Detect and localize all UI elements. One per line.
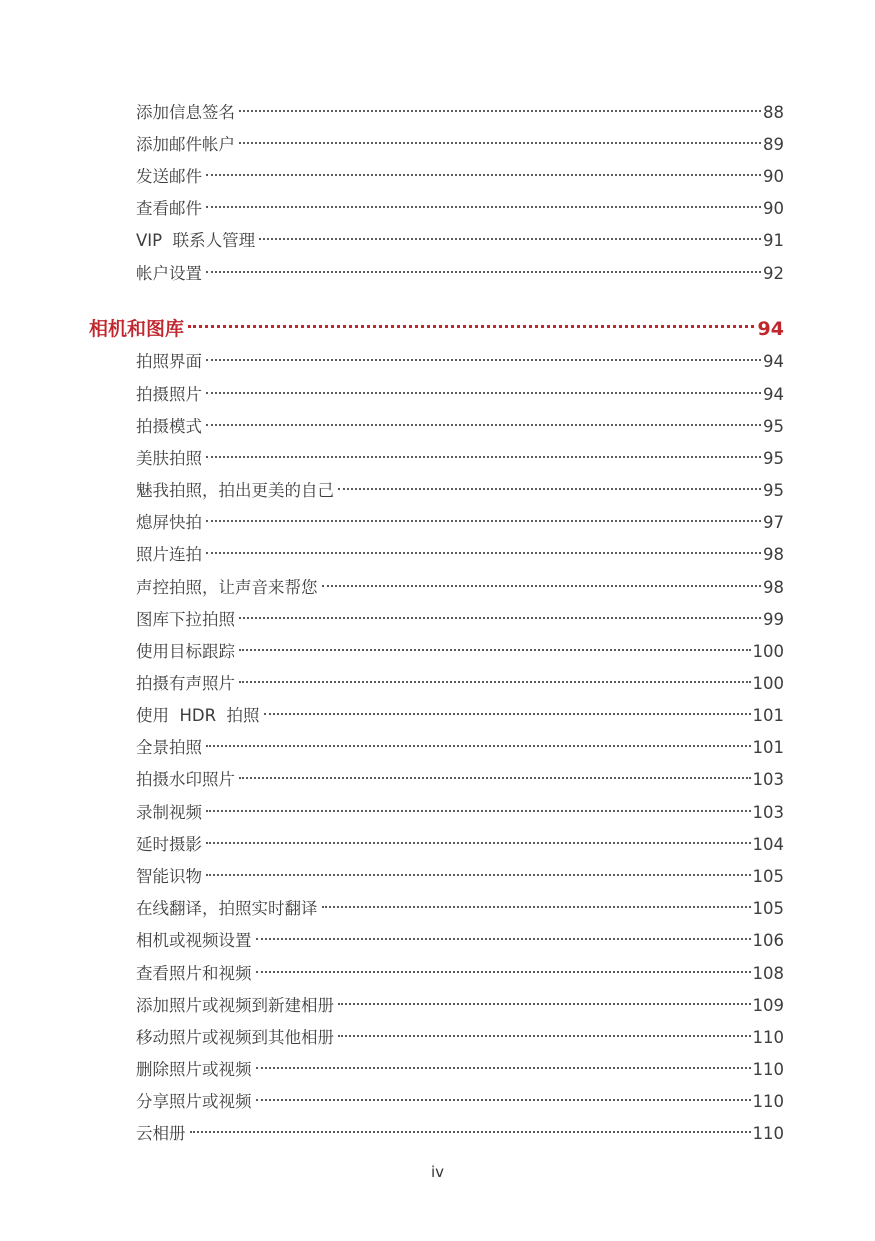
toc-entry-label: 拍摄照片: [136, 385, 202, 404]
leader-dots: [206, 536, 761, 560]
toc-entry-page: 88: [763, 103, 784, 122]
leader-dots: [206, 440, 761, 464]
toc-entry-label: 魅我拍照，拍出更美的自己: [136, 481, 334, 500]
leader-dots: [338, 987, 751, 1011]
toc-entry-page: 94: [763, 352, 784, 371]
toc-entry-label: 拍摄模式: [136, 417, 202, 436]
leader-dots: [206, 158, 761, 182]
toc-entry[interactable]: [136, 1115, 784, 1143]
toc-entry-page: 110: [752, 1060, 784, 1079]
toc-entry[interactable]: [136, 504, 784, 532]
toc-entry-page: 103: [752, 803, 784, 822]
toc-entry[interactable]: [136, 408, 784, 436]
toc-entry-label: 智能识物: [136, 867, 202, 886]
leader-dots: [256, 922, 751, 946]
toc-entry[interactable]: [136, 1019, 784, 1047]
toc-entry-page: 104: [752, 835, 784, 854]
toc-entry-page: 101: [752, 738, 784, 757]
leader-dots: [256, 1083, 751, 1107]
leader-dots: [338, 472, 761, 496]
leader-dots: [338, 1019, 751, 1043]
leader-dots: [239, 665, 751, 689]
toc-entry[interactable]: [136, 94, 784, 122]
toc-entry[interactable]: [136, 222, 784, 250]
leader-dots: [190, 1115, 751, 1139]
leader-dots: [259, 222, 761, 246]
toc-entry[interactable]: [136, 343, 784, 371]
toc-entry-label: 拍摄水印照片: [136, 770, 235, 789]
toc-entry-label: 拍照界面: [136, 352, 202, 371]
toc-entry[interactable]: [136, 826, 784, 854]
toc-entry-label: VIP 联系人管理: [136, 231, 256, 250]
toc-entry[interactable]: [136, 126, 784, 154]
leader-dots: [256, 955, 751, 979]
toc-entry-label: 添加信息签名: [136, 103, 235, 122]
toc-entry-page: 90: [763, 199, 784, 218]
toc-entry-page: 99: [763, 610, 784, 629]
toc-entry[interactable]: [136, 601, 784, 629]
toc-entry-page: 103: [752, 770, 784, 789]
leader-dots: [239, 126, 761, 150]
toc-entry-label: 删除照片或视频: [136, 1060, 252, 1079]
toc-entry-label: 添加邮件帐户: [136, 135, 235, 154]
toc-entry-label: 查看邮件: [136, 199, 202, 218]
leader-dots: [206, 408, 761, 432]
toc-entry[interactable]: [136, 955, 784, 983]
toc-entry-label: 在线翻译，拍照实时翻译: [136, 899, 318, 918]
toc-entry[interactable]: [136, 190, 784, 218]
toc-entry[interactable]: [136, 922, 784, 950]
toc-entry[interactable]: [136, 255, 784, 283]
leader-dots: [206, 858, 751, 882]
toc-entry[interactable]: [136, 761, 784, 789]
leader-dots: [322, 890, 751, 914]
toc-entry[interactable]: [136, 858, 784, 886]
chapter-title: 相机和图库: [89, 318, 185, 340]
chapter-leader-dots: [188, 307, 754, 335]
leader-dots: [256, 1051, 751, 1075]
toc-entry-page: 90: [763, 167, 784, 186]
toc-entry-page: 95: [763, 417, 784, 436]
toc-entry-label: 照片连拍: [136, 545, 202, 564]
toc-entry-page: 97: [763, 513, 784, 532]
toc-entry-page: 109: [752, 996, 784, 1015]
toc-entry[interactable]: [136, 1083, 784, 1111]
toc-entry[interactable]: [136, 1051, 784, 1079]
toc-entry-page: 100: [752, 642, 784, 661]
leader-dots: [206, 376, 761, 400]
toc-entry-label: 录制视频: [136, 803, 202, 822]
toc-entry-page: 94: [763, 385, 784, 404]
leader-dots: [206, 343, 761, 367]
leader-dots: [206, 504, 761, 528]
toc-entry[interactable]: [136, 890, 784, 918]
toc-entry-label: 延时摄影: [136, 835, 202, 854]
leader-dots: [239, 94, 761, 118]
toc-entry-page: 100: [752, 674, 784, 693]
toc-entry[interactable]: [136, 697, 784, 725]
toc-entry-label: 图库下拉拍照: [136, 610, 235, 629]
toc-entry[interactable]: [136, 794, 784, 822]
leader-dots: [239, 633, 751, 657]
toc-entry[interactable]: [136, 536, 784, 564]
leader-dots: [264, 697, 751, 721]
toc-entry[interactable]: [136, 729, 784, 757]
toc-entry-label: 查看照片和视频: [136, 964, 252, 983]
toc-entry-page: 101: [752, 706, 784, 725]
toc-entry-label: 相机或视频设置: [136, 931, 252, 950]
toc-entry-page: 98: [763, 578, 784, 597]
toc-entry-page: 110: [752, 1028, 784, 1047]
chapter-page: 94: [757, 318, 784, 340]
toc-entry-page: 105: [752, 899, 784, 918]
toc-entry-page: 92: [763, 264, 784, 283]
toc-entry-page: 89: [763, 135, 784, 154]
leader-dots: [239, 761, 751, 785]
toc-entry[interactable]: [136, 987, 784, 1015]
toc-entry-page: 98: [763, 545, 784, 564]
toc-entry[interactable]: [136, 665, 784, 693]
leader-dots: [239, 601, 761, 625]
toc-entry[interactable]: [136, 440, 784, 468]
toc-entry-page: 95: [763, 449, 784, 468]
toc-entry-label: 使用目标跟踪: [136, 642, 235, 661]
toc-entry-page: 95: [763, 481, 784, 500]
toc-entry[interactable]: [136, 633, 784, 661]
toc-entry-label: 美肤拍照: [136, 449, 202, 468]
toc-entry[interactable]: [136, 569, 784, 597]
toc-entry-page: 110: [752, 1124, 784, 1143]
toc-entry-label: 分享照片或视频: [136, 1092, 252, 1111]
toc-entry-label: 发送邮件: [136, 167, 202, 186]
leader-dots: [206, 794, 751, 818]
toc-entry-page: 110: [752, 1092, 784, 1111]
toc-entry-page: 105: [752, 867, 784, 886]
leader-dots: [206, 255, 761, 279]
toc-entry-page: 108: [752, 964, 784, 983]
toc-entry-page: 91: [763, 231, 784, 250]
toc-entry[interactable]: [136, 158, 784, 186]
toc-entry-label: 拍摄有声照片: [136, 674, 235, 693]
leader-dots: [206, 826, 751, 850]
leader-dots: [206, 729, 751, 753]
toc-entry-label: 全景拍照: [136, 738, 202, 757]
toc-entry-label: 声控拍照，让声音来帮您: [136, 578, 318, 597]
toc-entry-label: 使用 HDR 拍照: [136, 706, 260, 725]
toc-entry-label: 云相册: [136, 1124, 186, 1143]
toc-entry-label: 移动照片或视频到其他相册: [136, 1028, 334, 1047]
toc-entry-label: 熄屏快拍: [136, 513, 202, 532]
page-number: iv: [430, 1163, 445, 1181]
toc-entry-label: 帐户设置: [136, 264, 202, 283]
toc-entry-page: 106: [752, 931, 784, 950]
toc-chapter-heading[interactable]: [89, 307, 784, 340]
leader-dots: [322, 569, 762, 593]
toc-entry-label: 添加照片或视频到新建相册: [136, 996, 334, 1015]
toc-entry[interactable]: [136, 472, 784, 500]
toc-entry[interactable]: [136, 376, 784, 404]
leader-dots: [206, 190, 761, 214]
